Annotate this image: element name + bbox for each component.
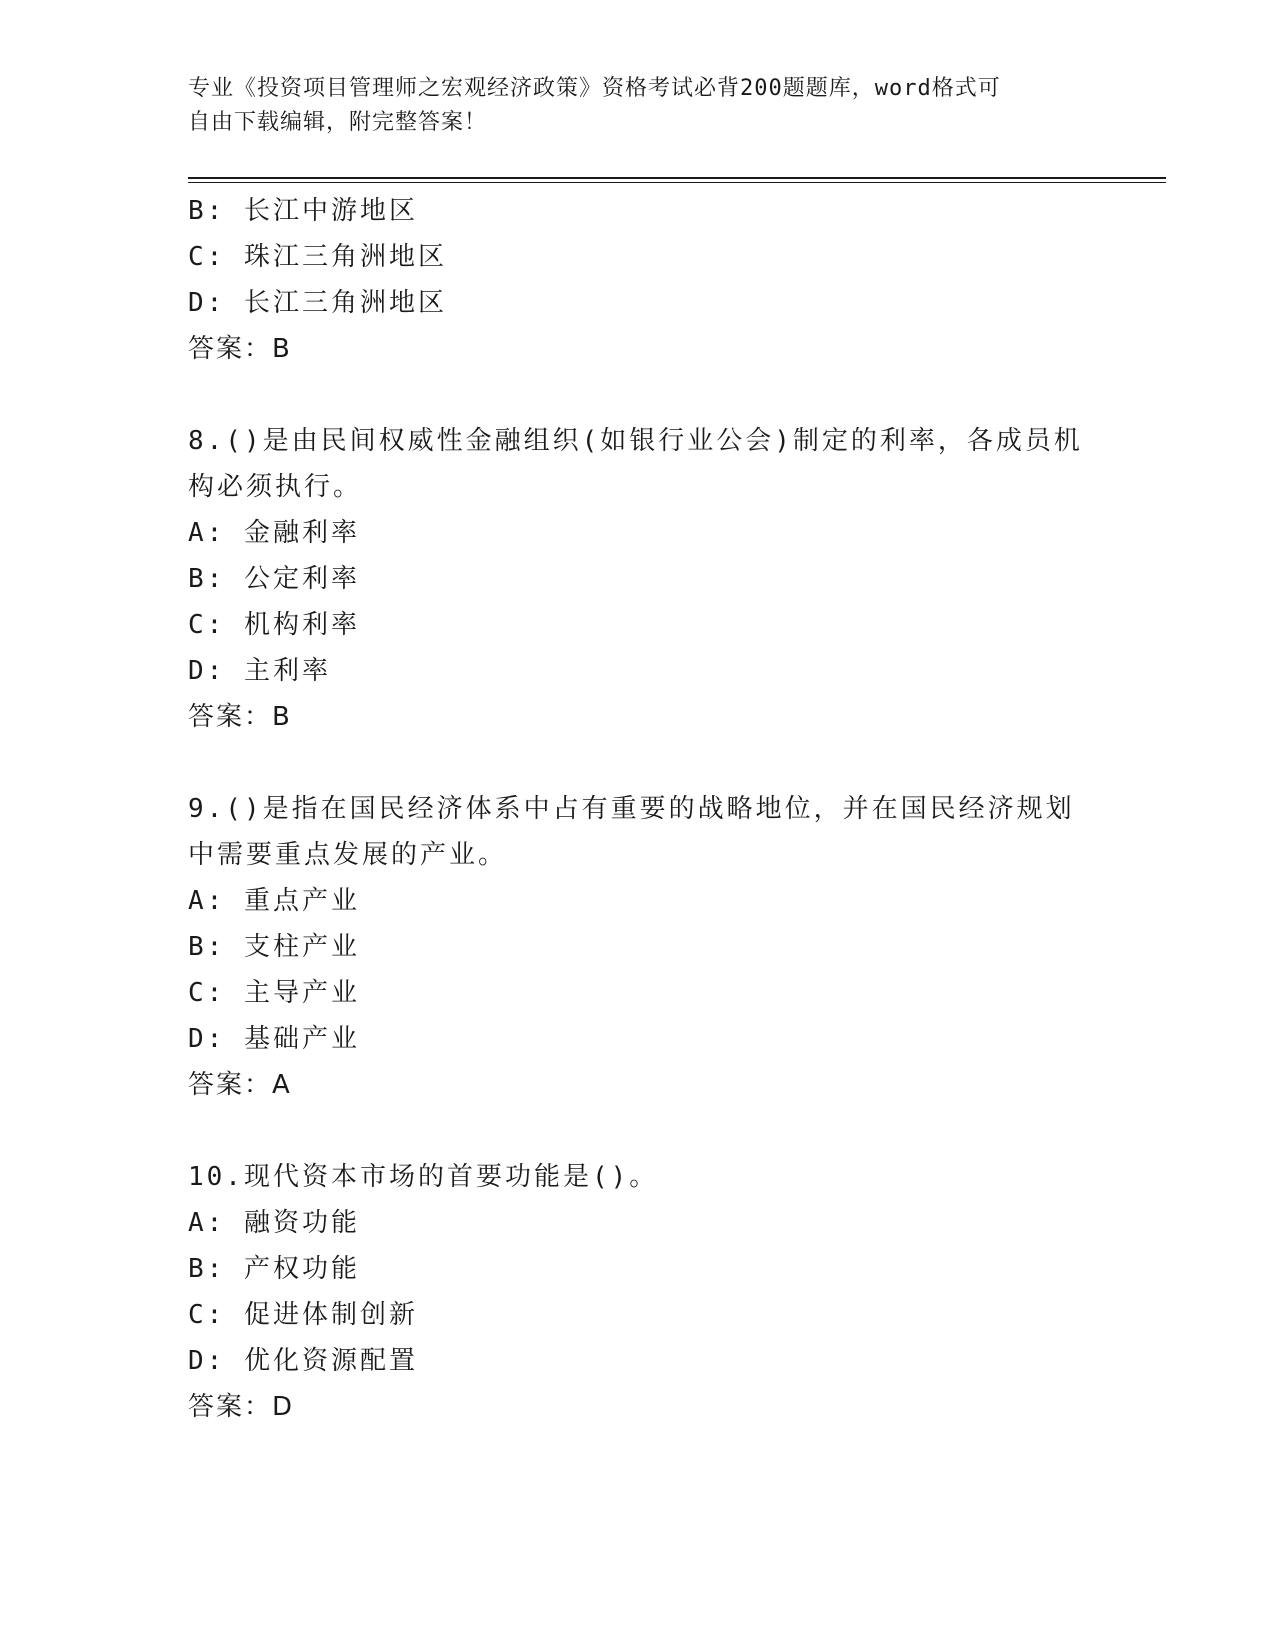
option-b: B: 公定利率 [188,564,360,594]
question-8-block [188,418,1083,740]
answer-line: 答案：A [188,1070,292,1100]
question-stem-line: 8.()是由民间权威性金融组织(如银行业公会)制定的利率，各成员机 [188,426,1083,456]
answer-line: 答案：B [188,334,292,364]
header-divider-thick [188,177,1166,179]
option-c: C: 主导产业 [188,978,360,1008]
spacer [188,1108,1068,1154]
header-line-1: 专业《投资项目管理师之宏观经济政策》资格考试必背200题题库，word格式可 [188,76,1001,101]
question-stem-line: 10.现代资本市场的首要功能是()。 [188,1162,659,1192]
question-stem-line: 构必须执行。 [188,472,363,502]
option-b: B: 长江中游地区 [188,196,418,226]
option-c: C: 促进体制创新 [188,1300,418,1330]
option-c: C: 珠江三角洲地区 [188,242,447,272]
question-10-block [188,1154,1068,1430]
option-d: D: 主利率 [188,656,331,686]
spacer [188,372,1068,418]
option-d: D: 基础产业 [188,1024,360,1054]
question-stem-line: 9.()是指在国民经济体系中占有重要的战略地位，并在国民经济规划 [188,794,1075,824]
header-line-2: 自由下载编辑，附完整答案！ [188,110,488,135]
question-stem-line: 中需要重点发展的产业。 [188,840,508,870]
header-divider-thin [188,182,1166,183]
option-b: B: 产权功能 [188,1254,360,1284]
answer-line: 答案：D [188,1392,295,1422]
question-7-block [188,188,1068,372]
answer-line: 答案：B [188,702,292,732]
option-b: B: 支柱产业 [188,932,360,962]
document-header [188,72,1068,140]
option-d: D: 长江三角洲地区 [188,288,447,318]
option-d: D: 优化资源配置 [188,1346,418,1376]
spacer [188,740,1068,786]
question-9-block [188,786,1075,1108]
option-c: C: 机构利率 [188,610,360,640]
question-list [188,188,1083,1430]
option-a: A: 融资功能 [188,1208,360,1238]
option-a: A: 重点产业 [188,886,360,916]
option-a: A: 金融利率 [188,518,360,548]
